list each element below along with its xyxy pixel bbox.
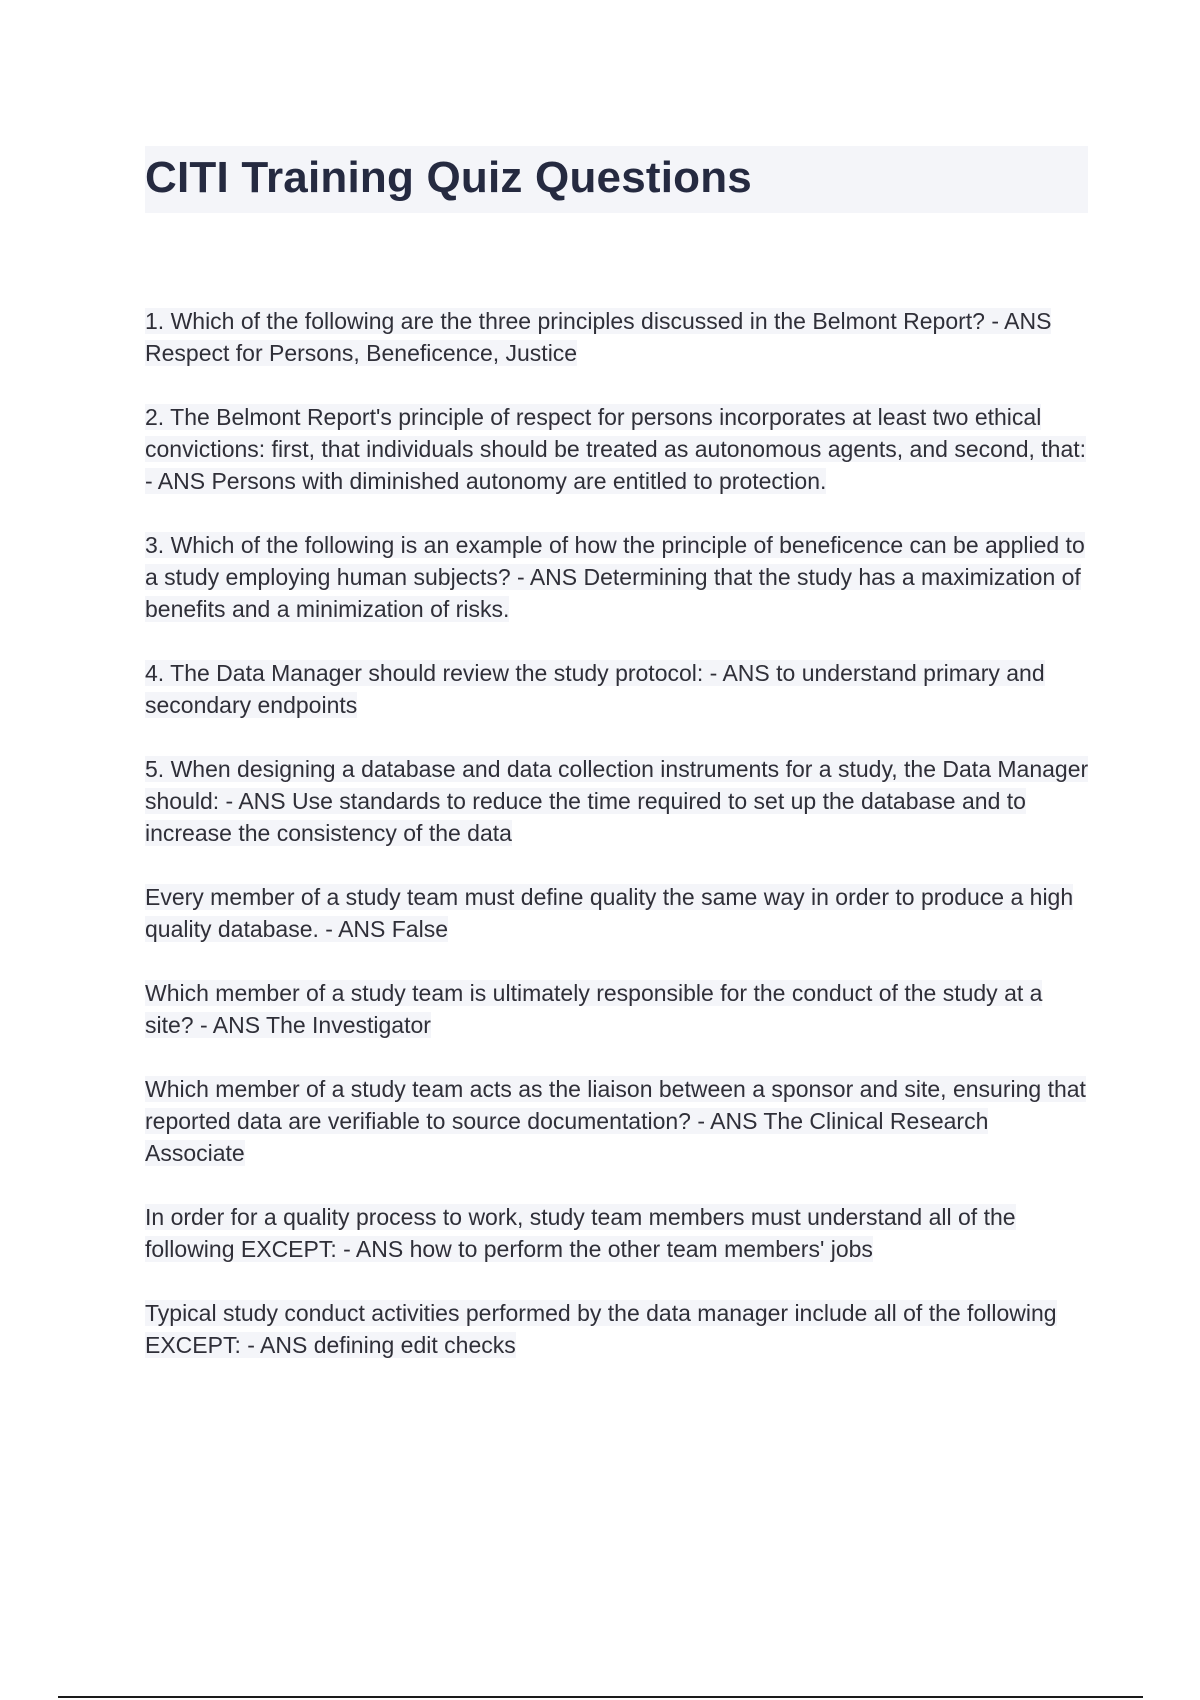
page-title: CITI Training Quiz Questions xyxy=(145,153,752,202)
qa-item xyxy=(145,1297,1090,1361)
qa-item-text: Which member of a study team acts as the liaison between a sponsor and site, ensuring that reported data are verifiable to source documentation? - ANS The Clinical Research Associate xyxy=(145,1076,1086,1166)
qa-item-text: 2. The Belmont Report's principle of respect for persons incorporates at least two ethical convictions: first, that individuals should be treated as autonomous agents, and second, that: - ANS Persons with diminished autonomy are entitled to protection. xyxy=(145,404,1087,494)
qa-item-text: 1. Which of the following are the three principles discussed in the Belmont Report? - ANS Respect for Persons, Beneficence, Justice xyxy=(145,308,1052,366)
qa-list xyxy=(145,305,1090,1393)
qa-item xyxy=(145,305,1090,369)
qa-item xyxy=(145,401,1090,497)
qa-item-text: Which member of a study team is ultimately responsible for the conduct of the study at a site? - ANS The Investigator xyxy=(145,980,1043,1038)
qa-item xyxy=(145,1201,1090,1265)
title-block xyxy=(145,146,1088,213)
qa-item xyxy=(145,1073,1090,1169)
qa-item-text: 5. When designing a database and data collection instruments for a study, the Data Manager should: - ANS Use standards to reduce the time required to set up the database and to increase the consistency of the data xyxy=(145,756,1089,846)
qa-item xyxy=(145,753,1090,849)
qa-item-text: In order for a quality process to work, study team members must understand all of the following EXCEPT: - ANS how to perform the other team members' jobs xyxy=(145,1204,1016,1262)
qa-item-text: 4. The Data Manager should review the study protocol: - ANS to understand primary and secondary endpoints xyxy=(145,660,1045,718)
qa-item-text: Every member of a study team must define quality the same way in order to produce a high quality database. - ANS False xyxy=(145,884,1074,942)
qa-item xyxy=(145,529,1090,625)
qa-item xyxy=(145,977,1090,1041)
qa-item-text: 3. Which of the following is an example of how the principle of beneficence can be applied to a study employing human subjects? - ANS Determining that the study has a maximization of benefits and a minimization of risks. xyxy=(145,532,1085,622)
footer-divider xyxy=(58,1696,1143,1698)
qa-item xyxy=(145,657,1090,721)
qa-item-text: Typical study conduct activities performed by the data manager include all of the following EXCEPT: - ANS defining edit checks xyxy=(145,1300,1057,1358)
qa-item xyxy=(145,881,1090,945)
